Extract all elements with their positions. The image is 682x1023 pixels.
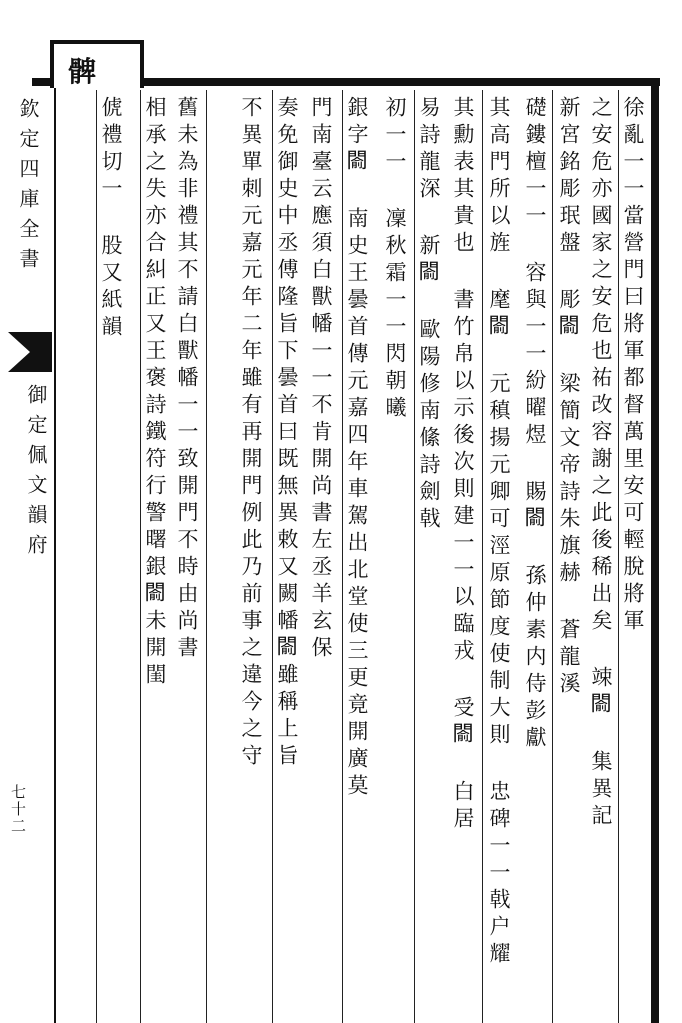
column-rule (96, 90, 97, 1023)
entry-label-text: 髀 (68, 55, 99, 88)
column-rule (552, 90, 553, 1023)
column-rule (272, 90, 273, 1023)
gutter-book-title: 欽定四庫全書 (16, 98, 40, 278)
column-rule (618, 90, 619, 1023)
column-rule (342, 90, 343, 1023)
gutter-divider (54, 86, 56, 1023)
text-column: 其勳表其貴也 書竹帛以示後次則建一一以臨戎 受𨵦 白居 (451, 96, 476, 834)
text-column: 俿禮切一 股又紙韻 (99, 96, 124, 342)
entry-label-box (50, 40, 144, 88)
text-column: 相承之失亦合糾正又王褒詩鐵符行警曙銀𨵦未開閨 (143, 96, 168, 690)
column-rule (414, 90, 415, 1023)
text-column: 徐亂一一當營門曰將軍都督萬里安可輕脫將軍 (621, 96, 646, 636)
frame-right-border (651, 78, 659, 1023)
text-column: 門南臺云應須白獸幡一一不肯開尚書左丞羊玄保 (309, 96, 334, 663)
text-column: 奏免御史中丞傅隆旨下曇首曰既無異敕又闕幡𨵦雖稱上旨 (275, 96, 300, 771)
fish-tail-mark-icon (0, 328, 58, 376)
page-number: 七十二 (9, 784, 27, 835)
gutter-work-title: 御定佩文韻府 (24, 384, 48, 564)
column-rule (482, 90, 483, 1023)
text-column: 其高門所以旌 麾𨵦 元稹揚元卿可涇原節度使制大則 忠碑一一戟户耀 (487, 96, 512, 969)
text-column: 之安危亦國家之安危也祐改容謝之此後稀出矣 竦𨵦 集異記 (589, 96, 614, 831)
text-column: 初一一 凜秋霜一一閃朝曦 (383, 96, 408, 423)
text-column: 不異單刺元嘉元年二年雖有再開門例此乃前事之違今之守 (239, 96, 264, 771)
text-column: 新宮銘彫珉盤 彫𨵦 梁簡文帝詩朱旗赫 蒼龍溪 (557, 96, 582, 699)
text-column: 舊未為非禮其不請白獸幡一一致開門不時由尚書 (175, 96, 200, 663)
column-rule (206, 90, 207, 1023)
text-column: 礎鏤檀一一 容與一一紛曜煜 賜𨵦 孫仲素内侍彭獻 (523, 96, 548, 753)
text-column: 銀字𨵦 南史王曇首傳元嘉四年車駕出北堂使三更竟開廣莫 (345, 96, 370, 801)
column-rule (140, 90, 141, 1023)
text-column: 易詩龍深 新𨵦 歐陽修南絛詩劍戟 (417, 96, 442, 534)
